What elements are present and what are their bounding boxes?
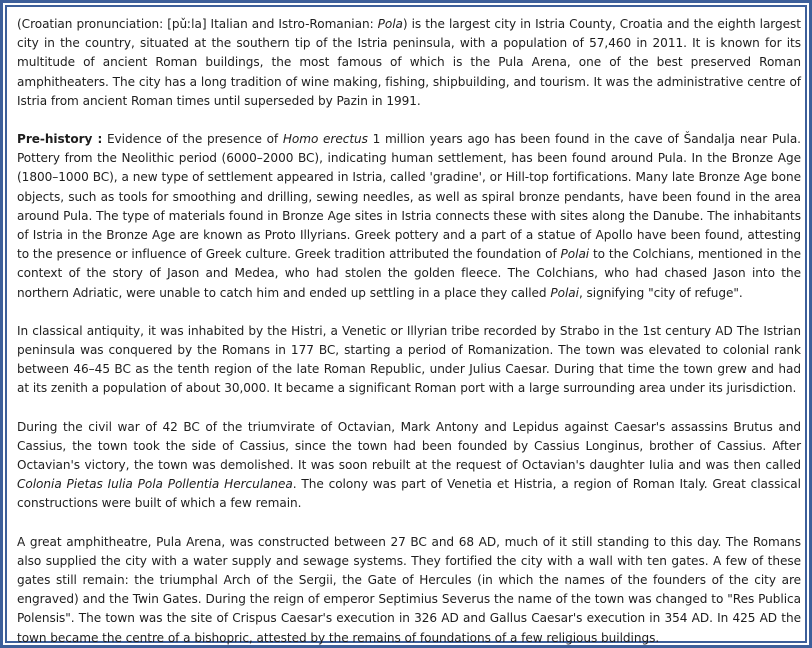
paragraph-civil-war bbox=[17, 418, 801, 514]
italic-term-colonia-name: Colonia Pietas Iulia Pola Pollentia Herculanea bbox=[17, 477, 293, 492]
text-segment: In classical antiquity, it was inhabited by the Histri, a Venetic or Illyrian tribe recorded by Strabo in the 1st century AD The Istrian peninsula was conquered by the Romans in 177 BC, starting a period of Romanization. The town was elevated to colonial rank between 46–45 BC as the tenth region of the late Roman Republic, under Julius Caesar. During that time the town grew and had at its zenith a population of about 30,000. It became a significant Roman port with a large surrounding area under its jurisdiction. bbox=[17, 323, 801, 396]
paragraph-pre-history bbox=[17, 130, 801, 303]
text-segment: to the Colchians, mentioned in the context of the story of Jason and Medea, who had stolen the golden fleece. The Colchians, who had chased Jason into the northern Adriatic, were unable to catch him and ended up settling in a place they called bbox=[17, 247, 801, 300]
text-segment: ) is the largest city in Istria County, Croatia and the eighth largest city in the country, situated at the southern tip of the Istria peninsula, with a population of 57,460 in 2011. It is known for its multitude of ancient Roman buildings, the most famous of which is the Pula Arena, one of the best preserved Roman amphitheaters. The city has a long tradition of wine making, fishing, shipbuilding, and tourism. It was the administrative centre of Istria from ancient Roman times until superseded by Pazin in 1991. bbox=[17, 17, 801, 108]
text-segment: 1 million years ago has been found in the cave of Šandalja near Pula. Pottery from the Neolithic period (6000–2000 BC), indicating human settlement, has been found around Pula. In the Bronze Age (1800–1000 BC), a new type of settlement appeared in Istria, called 'gradine', or Hill-top fortifications. Many late Bronze Age bone objects, such as tools for smoothing and drilling, sewing needles, as well as spiral bronze pendants, have been found in the area around Pula. The type of materials found in Bronze Age sites in Istria connects these with sites along the Danube. The inhabitants of Istria in the Bronze Age are known as Proto Illyrians. Greek pottery and a part of a statue of Apollo have been found, attesting to the presence or influence of Greek culture. Greek tradition attributed the foundation of bbox=[17, 132, 801, 262]
italic-term-polai: Polai bbox=[550, 285, 579, 300]
document-body bbox=[17, 15, 801, 648]
paragraph-classical-antiquity bbox=[17, 322, 801, 399]
text-segment: . The colony was part of Venetia et Histria, a region of Roman Italy. Great classical constructions were built of which a few remain. bbox=[17, 477, 801, 511]
text-segment: Evidence of the presence of bbox=[102, 132, 283, 147]
text-segment: (Croatian pronunciation: [pǔːla] Italian and Istro-Romanian: bbox=[17, 17, 378, 31]
paragraph-intro bbox=[17, 15, 801, 111]
text-segment: , signifying "city of refuge". bbox=[578, 285, 743, 300]
italic-term-polai: Polai bbox=[560, 247, 590, 262]
text-segment: A great amphitheatre, Pula Arena, was constructed between 27 BC and 68 AD, much of it still standing to this day. The Romans also supplied the city with a water supply and sewage systems. They fortified the city with a wall with ten gates. A few of these gates still remain: the triumphal Arch of the Sergii, the Gate of Hercules (in which the names of the founders of the city are engraved) and the Twin Gates. During the reign of emperor Septimius Severus the name of the town was changed to "Res Publica Polensis". The town was the site of Crispus Caesar's execution in 326 AD and Gallus Caesar's execution in 354 AD. In 425 AD the town became the centre of a bishopric, attested by the remains of foundations of a few religious buildings. bbox=[17, 534, 801, 645]
text-segment: During the civil war of 42 BC of the triumvirate of Octavian, Mark Antony and Lepidus against Caesar's assassins Brutus and Cassius, the town took the side of Cassius, since the town had been founded by Cassius Longinus, brother of Cassius. After Octavian's victory, the town was demolished. It was soon rebuilt at the request of Octavian's daughter Iulia and was then called bbox=[17, 419, 801, 473]
italic-term-pola: Pola bbox=[377, 17, 403, 31]
italic-term-homo-erectus: Homo erectus bbox=[282, 132, 368, 147]
paragraph-amphitheatre bbox=[17, 533, 801, 648]
section-heading-pre-history: Pre-history : bbox=[17, 132, 103, 147]
